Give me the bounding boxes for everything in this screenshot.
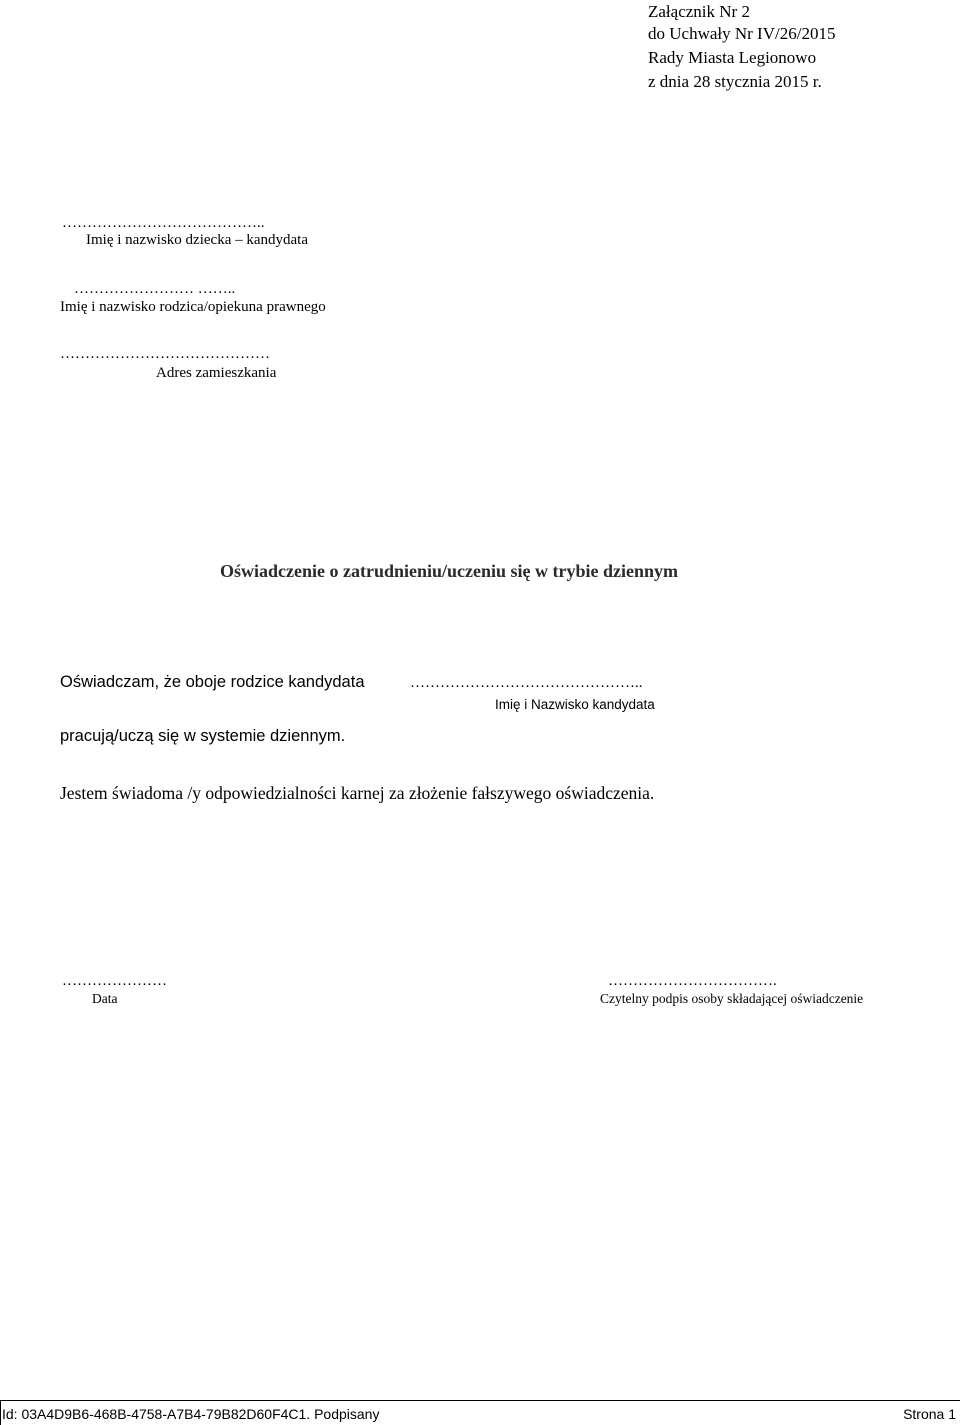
awareness-statement: Jestem świadoma /y odpowiedzialności karnej za złożenie fałszywego oświadczenia. <box>60 783 655 803</box>
parent-name-label: Imię i nazwisko rodzica/opiekuna prawnego <box>60 299 326 315</box>
candidate-name-label: Imię i Nazwisko kandydata <box>495 697 655 712</box>
attachment-line-4: z dnia 28 stycznia 2015 r. <box>648 72 822 91</box>
footer-page-number: Strona 1 <box>903 1406 956 1422</box>
child-name-label: Imię i nazwisko dziecka – kandydata <box>86 232 308 248</box>
document-footer <box>0 1400 960 1425</box>
attachment-line-1: Załącznik Nr 2 <box>648 2 750 21</box>
attachment-line-2: do Uchwały Nr IV/26/2015 <box>648 24 836 43</box>
footer-document-id: Id: 03A4D9B6-468B-4758-A7B4-79B82D60F4C1. Podpisany <box>2 1406 380 1422</box>
statement-text-before: Oświadczam, że oboje rodzice kandydata <box>60 673 365 691</box>
footer-left-border <box>0 1401 1 1425</box>
child-name-dots: ………………………………….. <box>62 215 265 231</box>
document-title: Oświadczenie o zatrudnieniu/uczeniu się w trybie dziennym <box>220 561 678 581</box>
statement-text-after: pracują/uczą się w systemie dziennym. <box>60 727 346 745</box>
parent-name-dots: …………………… …….. <box>74 281 236 297</box>
date-dots: ………………… <box>62 973 167 989</box>
signature-dots: ……………………………. <box>608 973 777 989</box>
attachment-line-3: Rady Miasta Legionowo <box>648 48 817 67</box>
date-label: Data <box>92 991 118 1006</box>
address-label: Adres zamieszkania <box>156 365 277 381</box>
signature-label: Czytelny podpis osoby składającej oświadczenie <box>600 991 864 1006</box>
candidate-name-dots: ……………………………………….. <box>410 675 643 691</box>
address-dots: …………………………………… <box>60 346 270 362</box>
